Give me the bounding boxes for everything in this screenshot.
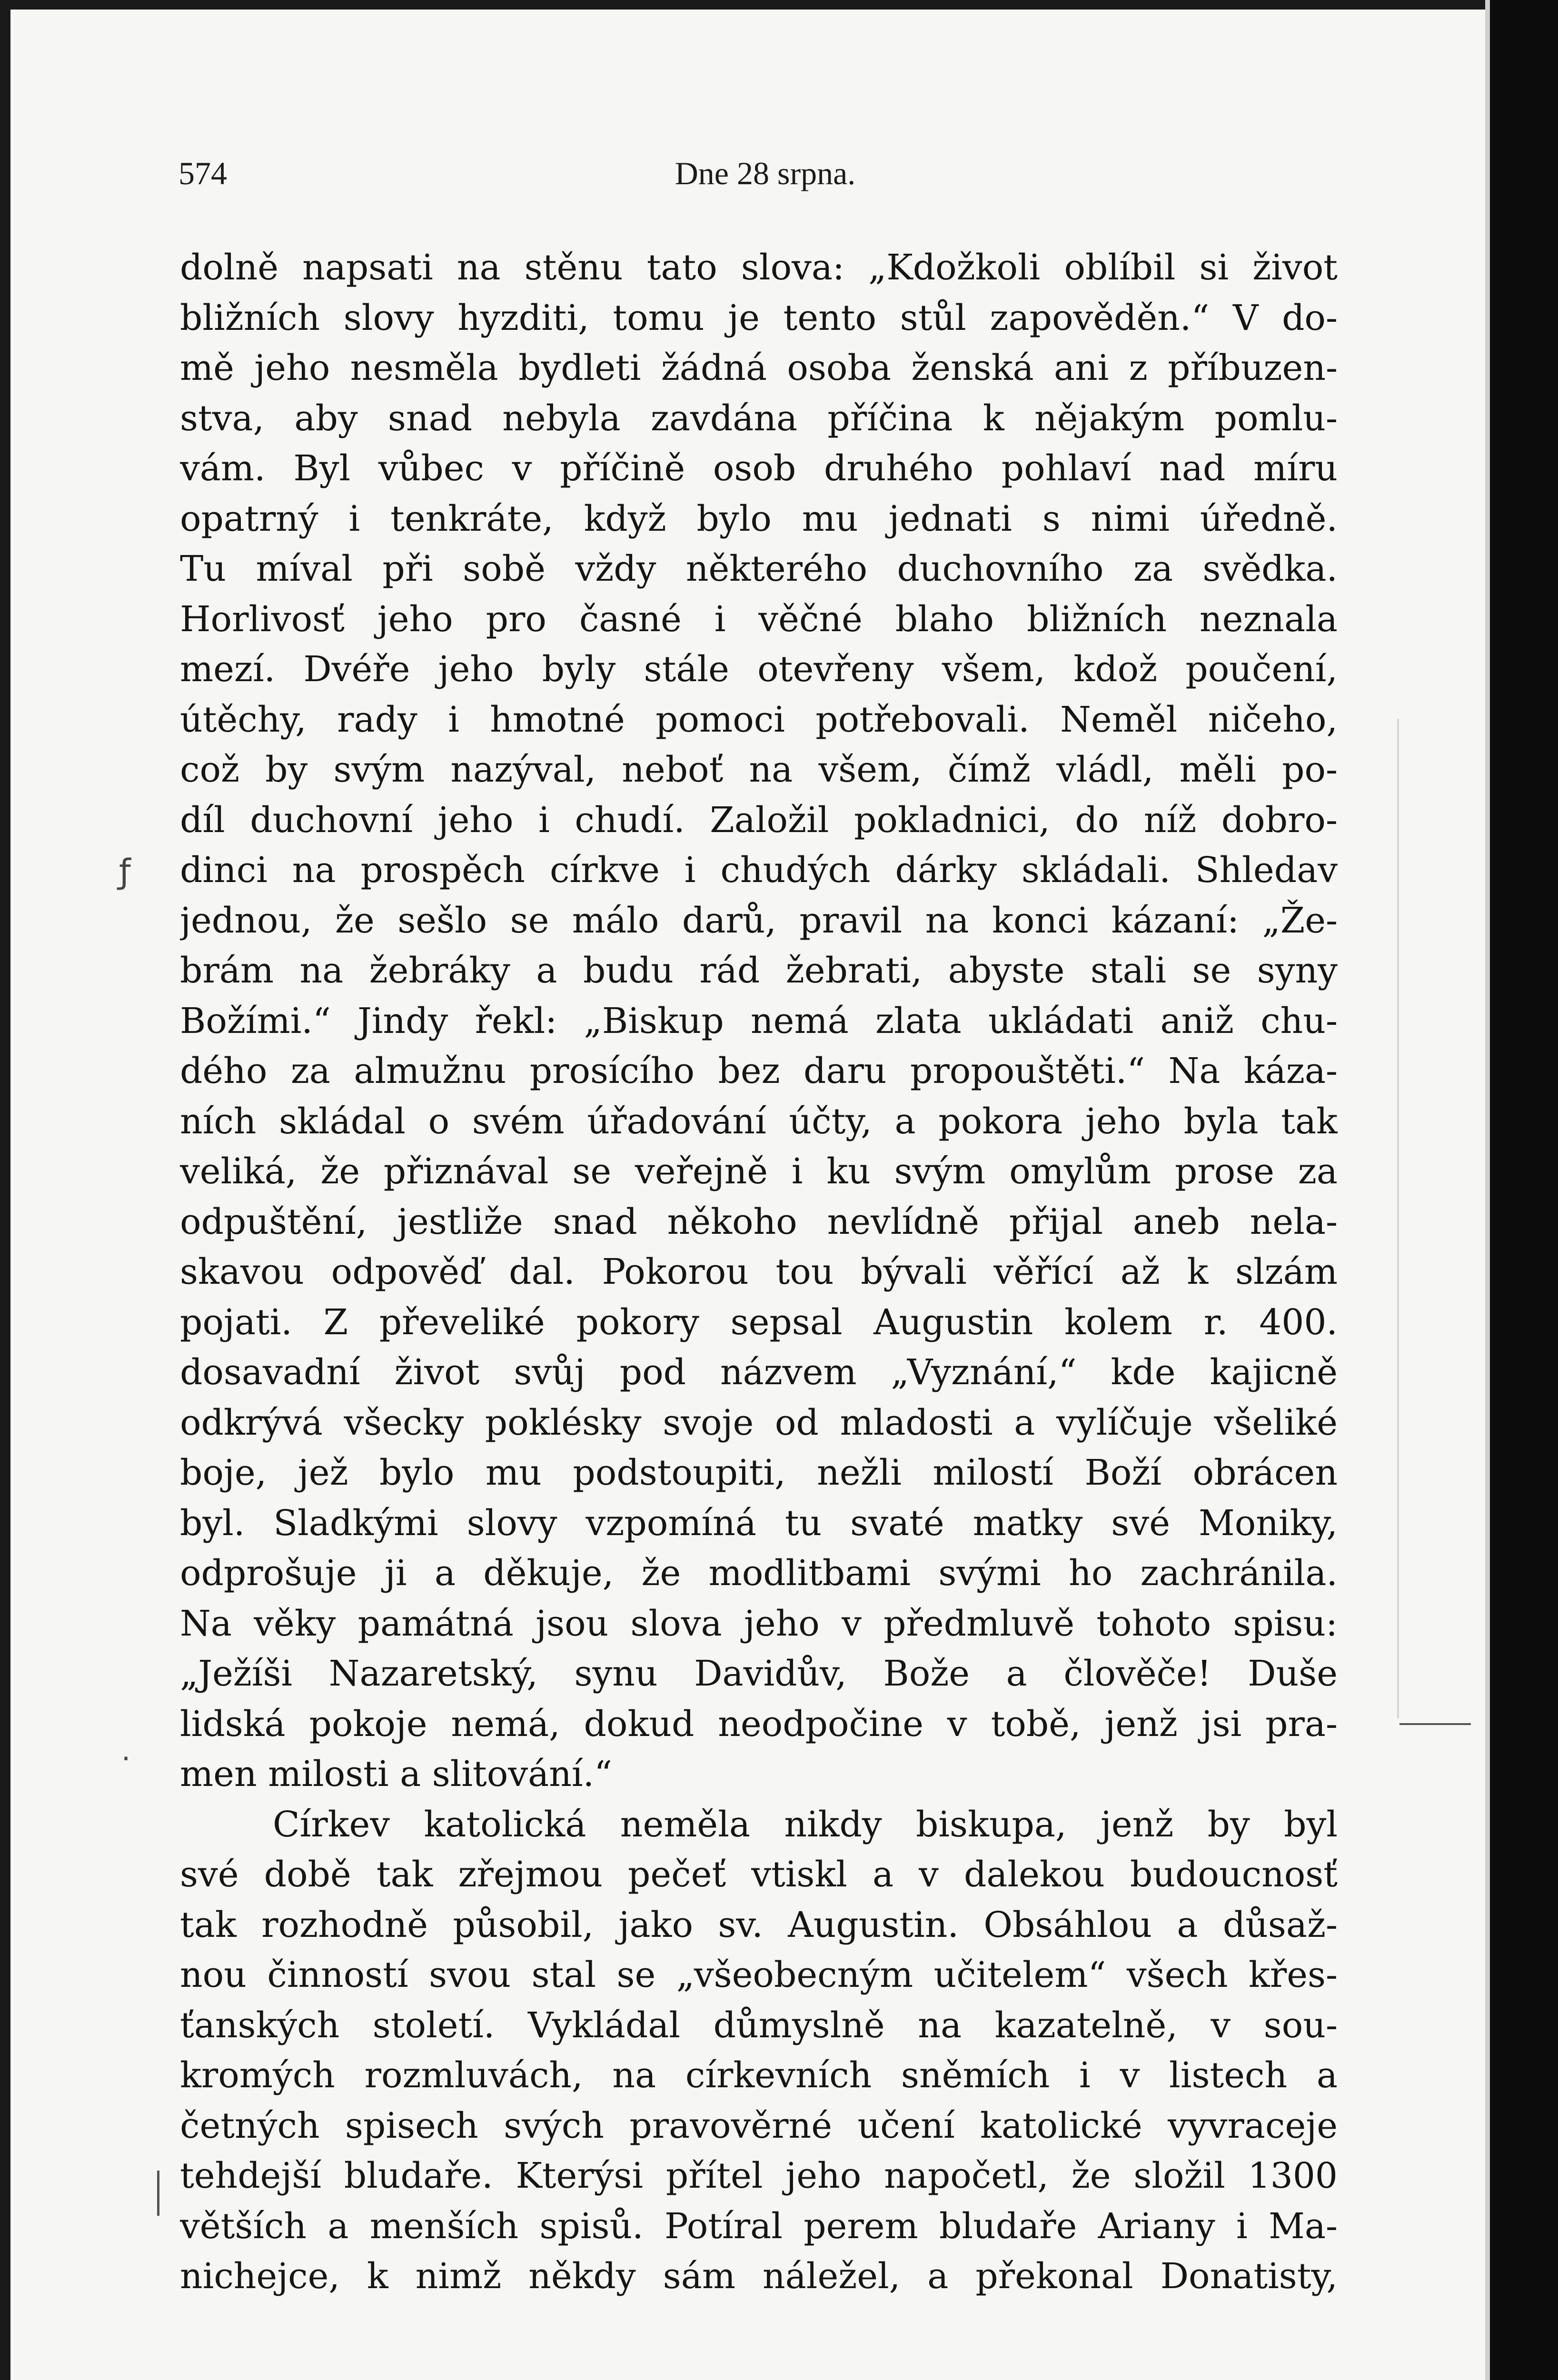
scan-edge-left [0,0,10,2380]
text-line: mě jeho nesměla bydleti žádná osoba ženská ani z příbuzen- [180,347,1338,388]
text-line: vám. Byl vůbec v příčině osob druhého pohlaví nad míru [180,448,1338,489]
text-line: odpuštění, jestliže snad někoho nevlídně přijal aneb nela- [180,1201,1338,1242]
text-line: kromých rozmluvách, na církevních sněmích i v listech a [180,2055,1338,2096]
text-line: bližních slovy hyzditi, tomu je tento stůl zapověděn.“ V do- [180,297,1338,338]
text-line: odkrývá všecky poklésky svoje od mladosti a vylíčuje všeliké [180,1402,1338,1443]
text-line: útěchy, rady i hmotné pomoci potřebovali. Neměl ničeho, [180,699,1338,740]
scan-edge-top [0,0,1558,10]
text-line: díl duchovní jeho i chudí. Založil pokladnici, do níž dobro- [180,799,1338,841]
text-line: veliká, že přiznával se veřejně i ku svým omylům prose za [180,1151,1338,1192]
margin-dot-mark: · [121,1742,131,1775]
text-line: mezí. Dvéře jeho byly stále otevřeny všem, kdož poučení, [180,649,1338,690]
text-line: pojati. Z převeliké pokory sepsal Augustin kolem r. 400. [180,1301,1338,1343]
running-head: Dne 28 srpna. [675,155,856,191]
text-line: lidská pokoje nemá, dokud neodpočine v tobě, jenž jsi pra- [180,1703,1338,1745]
text-line: dosavadní život svůj pod názvem „Vyznání,“ kde kajicně [180,1352,1338,1393]
margin-bar-mark [157,2171,159,2216]
text-line: „Ježíši Nazaretský, synu Davidův, Bože a člověče! Duše [180,1653,1338,1694]
text-line: odprošuje ji a děkuje, že modlitbami svými ho zachránila. [180,1553,1338,1594]
text-line: dolně napsati na stěnu tato slova: „Kdožkoli oblíbil si život [180,247,1338,288]
text-line: četných spisech svých pravověrné učení katolické vyvraceje [180,2105,1338,2146]
text-line: jednou, že sešlo se málo darů, pravil na konci kázaní: „Že- [180,900,1338,941]
margin-dash-mark [1399,1723,1471,1725]
page-number: 574 [179,155,227,191]
text-line: větších a menších spisů. Potíral perem bludaře Ariany i Ma- [180,2205,1338,2247]
margin-crease-line [1397,719,1399,1718]
text-line: ních skládal o svém úřadování účty, a pokora jeho byla tak [180,1101,1338,1142]
body-text [180,243,1338,2302]
text-line: stva, aby snad nebyla zavdána příčina k nějakým pomlu- [180,397,1338,439]
paragraph-start-line: Církev katolická neměla nikdy biskupa, jenž by byl [273,1804,1338,1845]
text-line: ťanských století. Vykládal důmyslně na kazatelně, v sou- [180,2004,1338,2046]
text-line: dinci na prospěch církve i chudých dárky skládali. Shledav [180,850,1338,891]
page-header [179,155,1352,207]
scan-edge-right [1490,0,1558,2380]
paragraph-end-line: men milosti a slitování.“ [180,1754,612,1795]
text-line: brám na žebráky a budu rád žebrati, abyste stali se syny [180,950,1338,991]
text-line: Tu míval při sobě vždy některého duchovního za svědka. [180,548,1338,589]
text-line: boje, jež bylo mu podstoupiti, nežli milostí Boží obrácen [180,1452,1338,1493]
text-line: své době tak zřejmou pečeť vtiskl a v dalekou budoucnosť [180,1854,1338,1895]
text-line: skavou odpověď dal. Pokorou tou bývali věřící až k slzám [180,1251,1338,1292]
text-line: dého za almužnu prosícího bez daru propouštěti.“ Na káza- [180,1051,1338,1091]
text-line: což by svým nazýval, neboť na všem, čímž vládl, měli po- [180,749,1338,790]
text-line: byl. Sladkými slovy vzpomíná tu svaté matky své Moniky, [180,1502,1338,1544]
text-line: Horlivosť jeho pro časné i věčné blaho bližních neznala [180,598,1338,640]
margin-pencil-mark: ƒ [119,852,131,891]
text-line: tehdejší bludaře. Kterýsi přítel jeho napočetl, že složil 1300 [180,2155,1338,2196]
text-line: opatrný i tenkráte, když bylo mu jednati s nimi úředně. [180,498,1338,539]
text-line: Na věky památná jsou slova jeho v předmluvě tohoto spisu: [180,1603,1338,1644]
text-line: nichejce, k nimž někdy sám náležel, a překonal Donatisty, [180,2256,1338,2297]
text-line: nou činností svou stal se „všeobecným učitelem“ všech křes- [180,1954,1338,1995]
text-line: tak rozhodně působil, jako sv. Augustin. Obsáhlou a důsaž- [180,1904,1338,1945]
text-line: Božími.“ Jindy řekl: „Biskup nemá zlata ukládati aniž chu- [180,1000,1338,1041]
